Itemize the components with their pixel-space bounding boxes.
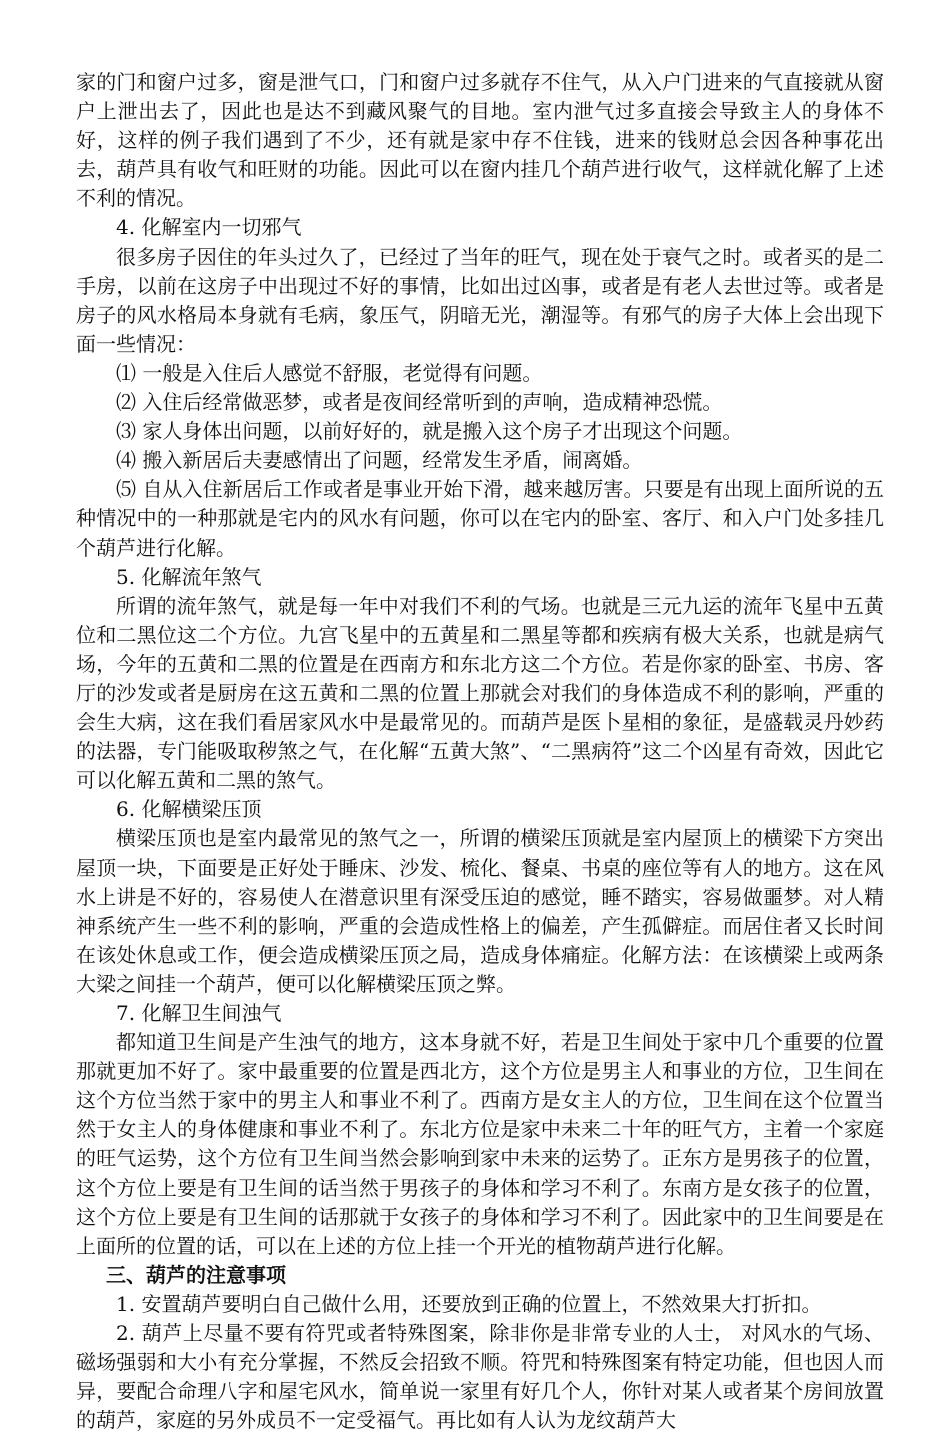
list-item-2: ⑵ 入住后经常做恶梦，或者是夜间经常听到的声响，造成精神恐慌。	[116, 390, 723, 415]
list-item-4: ⑷ 搬入新居后夫妻感情出了问题，经常发生矛盾，闹离婚。	[116, 448, 643, 473]
paragraph-evil-qi-intro: 很多房子因住的年头过久了，已经过了当年的旺气，现在处于衰气之时。或者买的是二手房，以前在这房子中出现过不好的事情，比如出过凶事，或者是有老人去世过等。或者是房子的风水格局本身就有毛病，象压气，阴暗无光，潮湿等。有邪气的房子大体上会出现下面一些情况：	[76, 244, 884, 356]
precaution-item-1: 1. 安置葫芦要明白自己做什么用，还要放到正确的位置上，不然效果大打折扣。	[116, 1291, 822, 1316]
paragraph-bathroom-qi: 都知道卫生间是产生浊气的地方，这本身就不好，若是卫生间处于家中几个重要的位置那就更加不好了。家中最重要的位置是西北方，这个方位是男主人和事业的方位，卫生间在这个方位当然于家中的男主人和事业不利了。西南方是女主人的方位，卫生间在这个位置当然于女主人的身体健康和事业不利了。东北方位是家中未来二十年的旺气方，主着一个家庭的旺气运势，这个方位有卫生间当然会影响到家中未来的运势了。正东方是男孩子的位置，这个方位上要是有卫生间的话当然于男孩子的身体和学习不利了。东南方是女孩子的位置，这个方位上要是有卫生间的话那就于女孩子的身体和学习不利了。因此家中的卫生间要是在上面所的位置的话，可以在上述的方位上挂一个开光的植物葫芦进行化解。	[76, 1030, 884, 1258]
section-heading-precautions: 三、葫芦的注意事项	[106, 1262, 286, 1287]
document-page	[76, 68, 884, 1435]
list-item-5: ⑸ 自从入住新居后工作或者是事业开始下滑，越来越厉害。只要是有出现上面所说的五种情况中的一种那就是宅内的风水有问题，你可以在宅内的卧室、客厅、和入户门处多挂几个葫芦进行化解。	[76, 477, 884, 560]
paragraph-annual-sha: 所谓的流年煞气，就是每一年中对我们不利的气场。也就是三元九运的流年飞星中五黄位和二黑位这二个方位。九宫飞星中的五黄星和二黑星等都和疾病有极大关系，也就是病气场，今年的五黄和二黑的位置是在西南方和东北方这二个方位。若是你家的卧室、书房、客厅的沙发或者是厨房在这五黄和二黑的位置上那就会对我们的身体造成不利的影响，严重的会生大病，这在我们看居家风水中是最常见的。而葫芦是医卜星相的象征，是盛载灵丹妙药的法器，专门能吸取秽煞之气，在化解“五黄大煞”、“二黑病符”这二个凶星有奇效，因此它可以化解五黄和二黑的煞气。	[76, 593, 884, 793]
paragraph-window-qi: 家的门和窗户过多，窗是泄气口，门和窗户过多就存不住气，从入户门进来的气直接就从窗户上泄出去了，因此也是达不到藏风聚气的目地。室内泄气过多直接会导致主人的身体不好，这样的例子我们遇到了不少，还有就是家中存不住钱，进来的钱财总会因各种事花出去，葫芦具有收气和旺财的功能。因此可以在窗内挂几个葫芦进行收气，这样就化解了上述不利的情况。	[76, 70, 884, 211]
heading-bathroom-qi: 7. 化解卫生间浊气	[116, 1001, 282, 1025]
paragraph-beam-pressure: 横梁压顶也是室内最常见的煞气之一，所谓的横梁压顶就是室内屋顶上的横梁下方突出屋顶一块，下面要是正好处于睡床、沙发、梳化、餐桌、书桌的座位等有人的地方。这在风水上讲是不好的，容易使人在潜意识里有深受压迫的感觉，睡不踏实，容易做噩梦。对人精神系统产生一些不利的影响，严重的会造成性格上的偏差，产生孤僻症。而居住者又长时间在该处休息或工作，便会造成横梁压顶之局，造成身体痛症。化解方法：在该横梁上或两条大梁之间挂一个葫芦，便可以化解横梁压顶之弊。	[76, 826, 884, 996]
heading-beam-pressure: 6. 化解横梁压顶	[116, 797, 262, 822]
heading-dispel-evil-qi: 4. 化解室内一切邪气	[116, 215, 302, 240]
list-item-1: ⑴ 一般是入住后人感觉不舒服，老觉得有问题。	[116, 360, 543, 385]
precaution-item-2: 2. 葫芦上尽量不要有符咒或者特殊图案，除非你是非常专业的人士， 对风水的气场、磁场强弱和大小有充分掌握，不然反会招致不顺。符咒和特殊图案有特定功能，但也因人而异，要配合命理八字和屋宅风水，简单说一家里有好几个人，你针对某人或者某个房间放置的葫芦，家庭的另外成员不一定受福气。再比如有人认为龙纹葫芦大	[76, 1321, 884, 1433]
list-item-3: ⑶ 家人身体出问题，以前好好的，就是搬入这个房子才出现这个问题。	[116, 419, 743, 444]
heading-annual-sha: 5. 化解流年煞气	[116, 564, 262, 589]
